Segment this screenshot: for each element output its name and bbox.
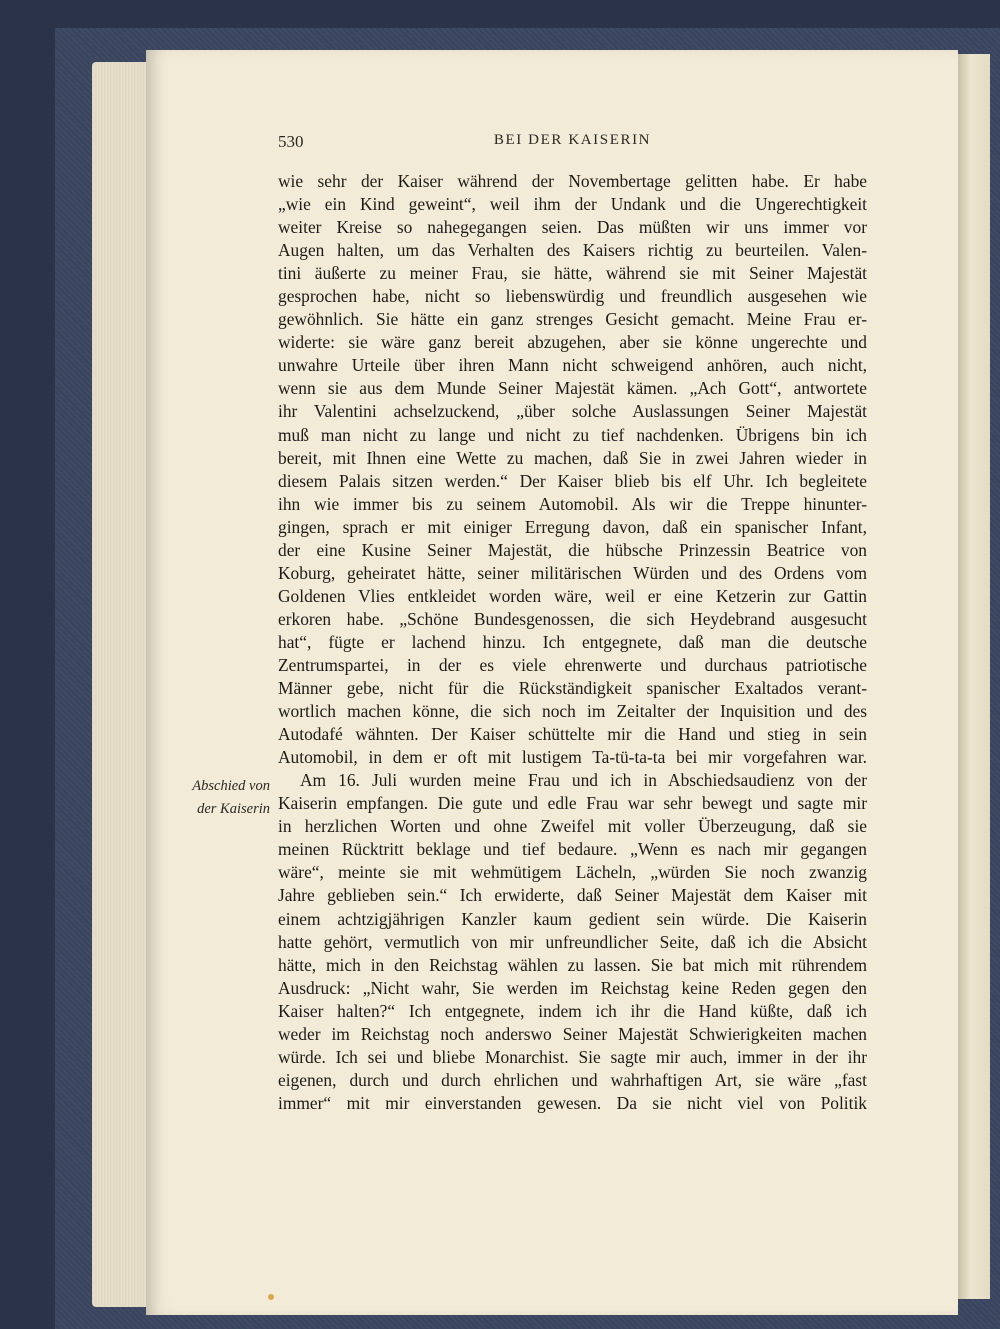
margin-note — [164, 775, 270, 821]
text-line: Jahre geblieben sein.“ Ich erwiderte, daß Seiner Majestät dem Kaiser mit — [278, 885, 867, 906]
text-line: Autodafé wähnten. Der Kaiser schüttelte mir die Hand und stieg in sein — [278, 724, 867, 745]
text-line: Kaiser halten?“ Ich entgegnete, indem ich ihr die Hand küßte, daß ich — [278, 1000, 867, 1021]
text-line: widerte: sie wäre ganz bereit abzugehen, aber sie könne ungerechte und — [278, 332, 867, 353]
page-header — [278, 132, 867, 156]
text-line: ihr Valentini achselzuckend, „über solche Auslassungen Seiner Majestät — [278, 401, 867, 422]
text-line: diesem Palais sitzen werden.“ Der Kaiser blieb bis elf Uhr. Ich begleitete — [278, 470, 867, 491]
text-line: muß man nicht zu lange und nicht zu tief nachdenken. Übrigens bin ich — [278, 424, 867, 445]
text-line: Zentrumspartei, in der es viele ehrenwerte und durchaus patriotische — [278, 654, 867, 675]
text-line: Kaiserin empfangen. Die gute und edle Frau war sehr bewegt und sagte mir — [278, 793, 867, 814]
text-line: weiter Kreise so nahegegangen seien. Das müßten wir uns immer vor — [278, 217, 867, 238]
text-line: der eine Kusine Seiner Majestät, die hübsche Prinzessin Beatrice von — [278, 539, 867, 560]
margin-note-line: Abschied von — [192, 778, 270, 794]
text-line: eigenen, durch und durch ehrlichen und wahrhaftigen Art, sie wäre „fast — [278, 1069, 867, 1090]
text-line: erkoren habe. „Schöne Bundesgenossen, die sich Heydebrand ausgesucht — [278, 608, 867, 629]
text-line: Männer gebe, nicht für die Rückständigkeit spanischer Exaltados verant- — [278, 678, 867, 699]
text-line: meinen Rücktritt beklage und tief bedaure. „Wenn es nach mir gegangen — [278, 839, 867, 860]
next-page-edge — [958, 54, 990, 1299]
text-line: wenn sie aus dem Munde Seiner Majestät kämen. „Ach Gott“, antwortete — [278, 378, 867, 399]
text-line: einem achtzigjährigen Kanzler kaum gedient sein würde. Die Kaiserin — [278, 908, 867, 929]
text-line: Automobil, in dem er oft mit lustigem Ta-tü-ta-ta bei mir vorgefahren war. — [278, 747, 867, 768]
text-line: wortlich machen könne, die sich noch im Zeitalter der Inquisition und des — [278, 701, 867, 722]
text-line: Augen halten, um das Verhalten des Kaisers richtig zu beurteilen. Valen- — [278, 240, 867, 261]
text-line: Ausdruck: „Nicht wahr, Sie werden im Reichstag keine Reden gegen den — [278, 977, 867, 998]
text-line: Goldenen Vlies entkleidet worden wäre, weil er eine Ketzerin zur Gattin — [278, 585, 867, 606]
page-edges — [92, 62, 152, 1307]
text-line: in herzlichen Worten und ohne Zweifel mit voller Überzeugung, daß sie — [278, 816, 867, 837]
text-line: gewöhnlich. Sie hätte ein ganz strenges Gesicht gemacht. Meine Frau er- — [278, 309, 867, 330]
text-line: hat“, fügte er lachend hinzu. Ich entgegnete, daß man die deutsche — [278, 631, 867, 652]
text-line: würde. Ich sei und bliebe Monarchist. Sie sagte mir auch, immer in der ihr — [278, 1046, 867, 1067]
text-line: Am 16. Juli wurden meine Frau und ich in Abschiedsaudienz von der — [300, 770, 867, 791]
text-line: hatte gehört, vermutlich von mir unfreundlicher Seite, daß ich die Absicht — [278, 931, 867, 952]
page-number: 530 — [278, 132, 304, 151]
text-line: bereit, mit Ihnen eine Wette zu machen, daß Sie in zwei Jahren wieder in — [278, 447, 867, 468]
text-line: ihn wie immer bis zu seinem Automobil. Als wir die Treppe hinunter- — [278, 493, 867, 514]
text-line: hätte, mich in den Reichstag wählen zu lassen. Sie bat mich mit rührendem — [278, 954, 867, 975]
text-line: weder im Reichstag noch anderswo Seiner Majestät Schwierigkeiten machen — [278, 1023, 867, 1044]
text-line: gingen, sprach er mit einiger Erregung davon, daß ein spanischer Infant, — [278, 516, 867, 537]
text-line: „wie ein Kind geweint“, weil ihm der Undank und die Ungerechtigkeit — [278, 194, 867, 215]
text-line: wäre“, meinte sie mit wehmütigem Lächeln, „würden Sie noch zwanzig — [278, 862, 867, 883]
paper-speck — [268, 1294, 274, 1300]
text-line: tini äußerte zu meiner Frau, sie hätte, während sie mit Seiner Majestät — [278, 263, 867, 284]
body-text — [278, 170, 867, 1115]
text-line: unwahre Urteile über ihren Mann nicht schweigend anhören, auch nicht, — [278, 355, 867, 376]
text-line: Koburg, geheiratet hätte, seiner militärischen Würden und des Ordens vom — [278, 562, 867, 583]
text-line: gesprochen habe, nicht so liebenswürdig und freundlich ausgesehen wie — [278, 286, 867, 307]
running-head: BEI DER KAISERIN — [493, 132, 652, 148]
margin-note-line: der Kaiserin — [197, 801, 270, 817]
text-line: immer“ mit mir einverstanden gewesen. Da sie nicht viel von Politik — [278, 1092, 867, 1113]
text-line: wie sehr der Kaiser während der Novembertage gelitten habe. Er habe — [278, 171, 867, 191]
